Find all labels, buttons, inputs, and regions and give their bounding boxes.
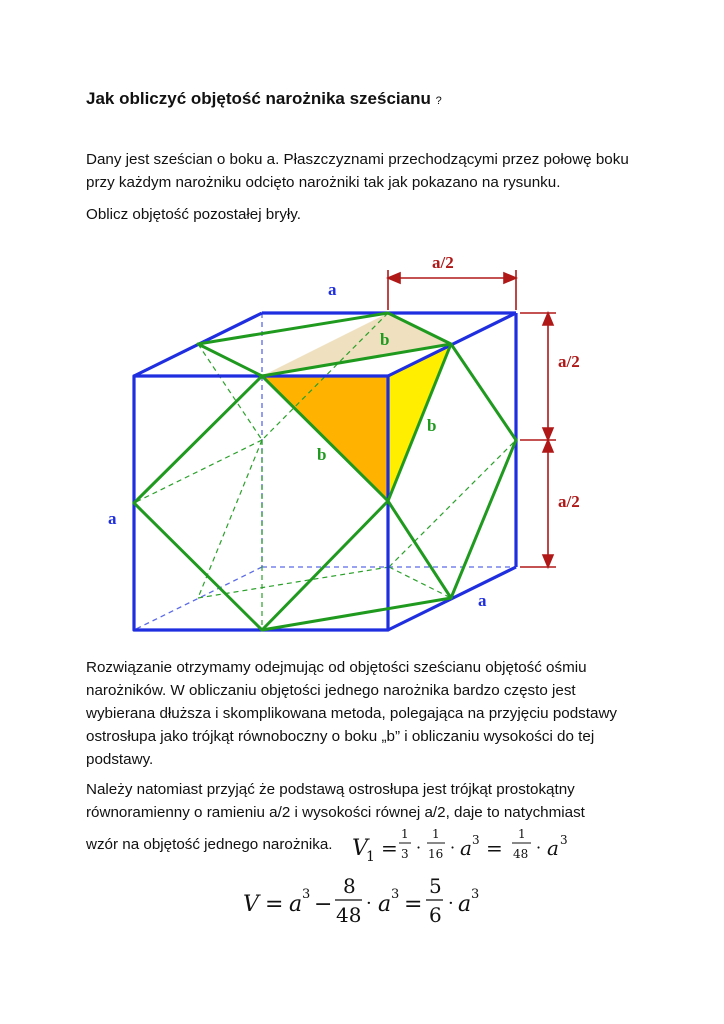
label-b-2: b: [427, 416, 437, 435]
label-b-3: b: [317, 445, 327, 464]
f2-frac2-den: 6: [429, 903, 442, 927]
f1-exp-1: 3: [472, 833, 480, 847]
f1-dot-2: ·: [450, 838, 456, 857]
f1-frac2-den: 16: [428, 847, 444, 861]
f2-minus: −: [314, 892, 333, 917]
problem-question: Oblicz objętość pozostałej bryły.: [86, 206, 301, 223]
label-a-top: a: [328, 280, 337, 299]
f1-frac3-num: 1: [518, 827, 526, 841]
f2-a-3: a: [458, 892, 472, 917]
f1-dot-3: ·: [536, 838, 542, 857]
f2-lhs: V: [243, 892, 259, 917]
method-paragraph: Należy natomiast przyjąć że podstawą ostrosłupa jest trójkąt prostokątny równoramienny o ramieniu a/2 i wysokości równej a/2, daje to natychmiast: [86, 781, 585, 821]
f1-lhs-var: V: [352, 836, 368, 861]
formula-intro: wzór na objętość jednego narożnika.: [86, 836, 333, 853]
f2-eq-2: =: [404, 892, 423, 917]
f1-eq-1: =: [381, 836, 398, 860]
f2-exp-3: 3: [471, 887, 480, 902]
label-half-top: a/2: [432, 253, 454, 272]
solution-paragraph: Rozwiązanie otrzymamy odejmując od objętości sześcianu objętość ośmiu narożników. W obliczaniu objętości jednego narożnika bardzo często jest wybierana dłuższa i skomplikowana metoda, polegająca na przyjęciu podstawy ostrosłupa jako trójkąt równoboczny o boku „b” i obliczaniu wysokości do tej podstawy.: [86, 659, 618, 768]
f2-exp-2: 3: [391, 887, 400, 902]
f1-frac2-num: 1: [432, 827, 440, 841]
f2-frac1-num: 8: [343, 874, 356, 898]
f1-frac1-den: 3: [401, 847, 409, 861]
f2-exp-1: 3: [302, 887, 311, 902]
f1-dot-1: ·: [416, 838, 422, 857]
f1-a-2: a: [547, 836, 559, 860]
title-text: Jak obliczyć objętość narożnika sześcianu: [86, 89, 431, 108]
label-a-left: a: [108, 509, 117, 528]
f2-dot-2: ·: [448, 893, 454, 914]
label-b-1: b: [380, 330, 390, 349]
f2-dot-1: ·: [366, 893, 372, 914]
f1-frac1-num: 1: [401, 827, 409, 841]
label-half-right-2: a/2: [558, 492, 580, 511]
f1-a-1: a: [460, 836, 472, 860]
f1-eq-2: =: [486, 836, 503, 860]
f2-eq-1: =: [265, 892, 284, 917]
f1-lhs-sub: 1: [366, 849, 375, 865]
problem-statement: Dany jest sześcian o boku a. Płaszczyznami przechodzącymi przez połowę boku przy każdym narożniku odcięto narożniki tak jak pokazano na rysunku.: [86, 151, 629, 191]
label-half-right-1: a/2: [558, 352, 580, 371]
f2-a-1: a: [289, 892, 303, 917]
label-a-bottom: a: [478, 591, 487, 610]
f1-frac3-den: 48: [513, 847, 529, 861]
title-question-mark: ?: [435, 95, 442, 107]
f2-frac2-num: 5: [429, 874, 442, 898]
f2-frac1-den: 48: [336, 903, 362, 927]
f2-a-2: a: [378, 892, 392, 917]
f1-exp-2: 3: [560, 833, 568, 847]
